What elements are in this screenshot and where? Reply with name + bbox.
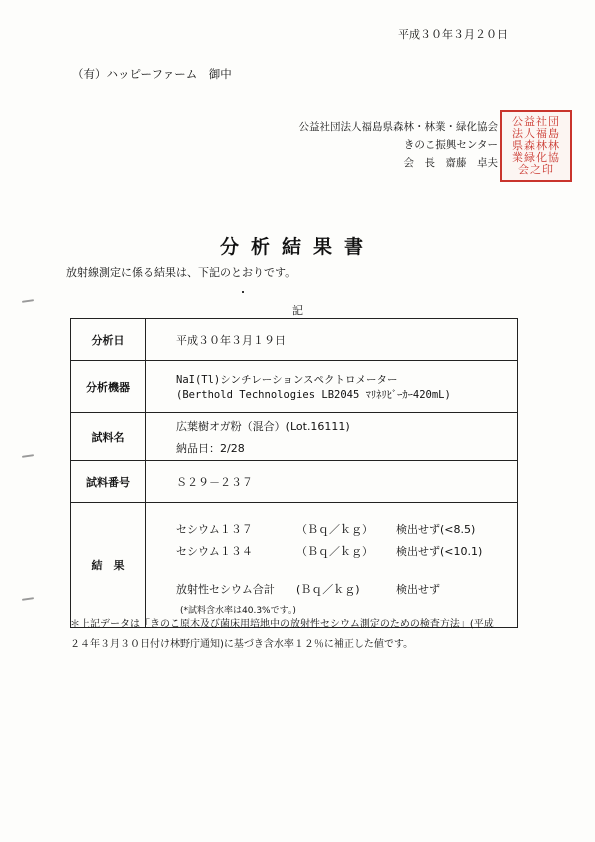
- issuer-department: きのこ振興センター: [403, 139, 498, 151]
- row-value: [146, 319, 518, 361]
- result-cs134: [176, 543, 516, 559]
- nuclide-unit: （Ｂｑ／ｋｇ）: [296, 522, 373, 536]
- sample-number: Ｓ２９－２３７: [176, 475, 253, 489]
- row-value: [146, 361, 518, 413]
- addressee: （有）ハッピーファーム 御中: [72, 67, 232, 81]
- table-row: [71, 413, 518, 461]
- issuer-representative: 会 長 齋藤 卓夫: [403, 157, 498, 169]
- footnote: [70, 615, 530, 655]
- row-label: 試料名: [71, 413, 146, 461]
- total-name: 放射性セシウム合計: [176, 582, 275, 596]
- ki-heading: 記: [292, 304, 303, 317]
- document-title: 分析結果書: [219, 236, 375, 258]
- seal-text: 公益社団法人福島県森林林業緑化協会之印: [512, 115, 560, 176]
- issuer-organization: 公益社団法人福島県森林・林業・緑化協会: [298, 121, 498, 133]
- analysis-date: 平成３０年３月１９日: [176, 333, 286, 347]
- nuclide-unit: （Ｂｑ／ｋｇ）: [296, 544, 373, 558]
- table-row: [71, 319, 518, 361]
- moisture-note: (*試料含水率は40.3%です。): [180, 605, 296, 616]
- row-value: [146, 461, 518, 503]
- row-value: [146, 413, 518, 461]
- issuer-block: [262, 118, 498, 172]
- results-table: [70, 318, 518, 628]
- document-date: 平成３０年３月２０日: [398, 28, 508, 41]
- row-label: 試料番号: [71, 461, 146, 503]
- intro-text: 放射線測定に係る結果は、下記のとおりです。: [66, 266, 297, 279]
- results-cell: [146, 503, 518, 628]
- nuclide-value: 検出せず(<8.5): [396, 522, 476, 536]
- nuclide-name: セシウム１３７: [176, 522, 253, 536]
- row-label: 結 果: [71, 503, 146, 628]
- table-row: [71, 361, 518, 413]
- scan-mark: [22, 597, 34, 601]
- row-label: 分析機器: [71, 361, 146, 413]
- result-total: [176, 581, 516, 597]
- table-row: [71, 503, 518, 628]
- scan-dot: [242, 291, 244, 293]
- official-seal: [500, 110, 572, 182]
- total-value: 検出せず: [396, 582, 440, 596]
- instrument-name: NaI(Tl)シンチレーションスペクトロメーター: [176, 373, 398, 386]
- footnote-line-1: ＊上記データは「きのこ原木及び菌床用培地中の放射性セシウム測定のための検査方法」(平成: [70, 619, 494, 630]
- result-cs137: [176, 521, 516, 537]
- scan-mark: [22, 454, 34, 458]
- instrument-model: (Berthold Technologies LB2045 ﾏﾘﾈﾘﾋﾞｰｶｰ420mL): [176, 388, 451, 401]
- nuclide-name: セシウム１３４: [176, 544, 253, 558]
- table-row: [71, 461, 518, 503]
- delivery-date: 納品日：2/28: [176, 441, 245, 455]
- nuclide-value: 検出せず(<10.1): [396, 544, 483, 558]
- sample-name: 広葉樹オガ粉（混合）(Lot.16111): [176, 419, 350, 433]
- footnote-line-2: ２４年３月３０日付け林野庁通知)に基づき含水率１２％に補正した値です。: [70, 639, 414, 650]
- row-label: 分析日: [71, 319, 146, 361]
- total-unit: (Ｂｑ／ｋｇ): [296, 582, 360, 596]
